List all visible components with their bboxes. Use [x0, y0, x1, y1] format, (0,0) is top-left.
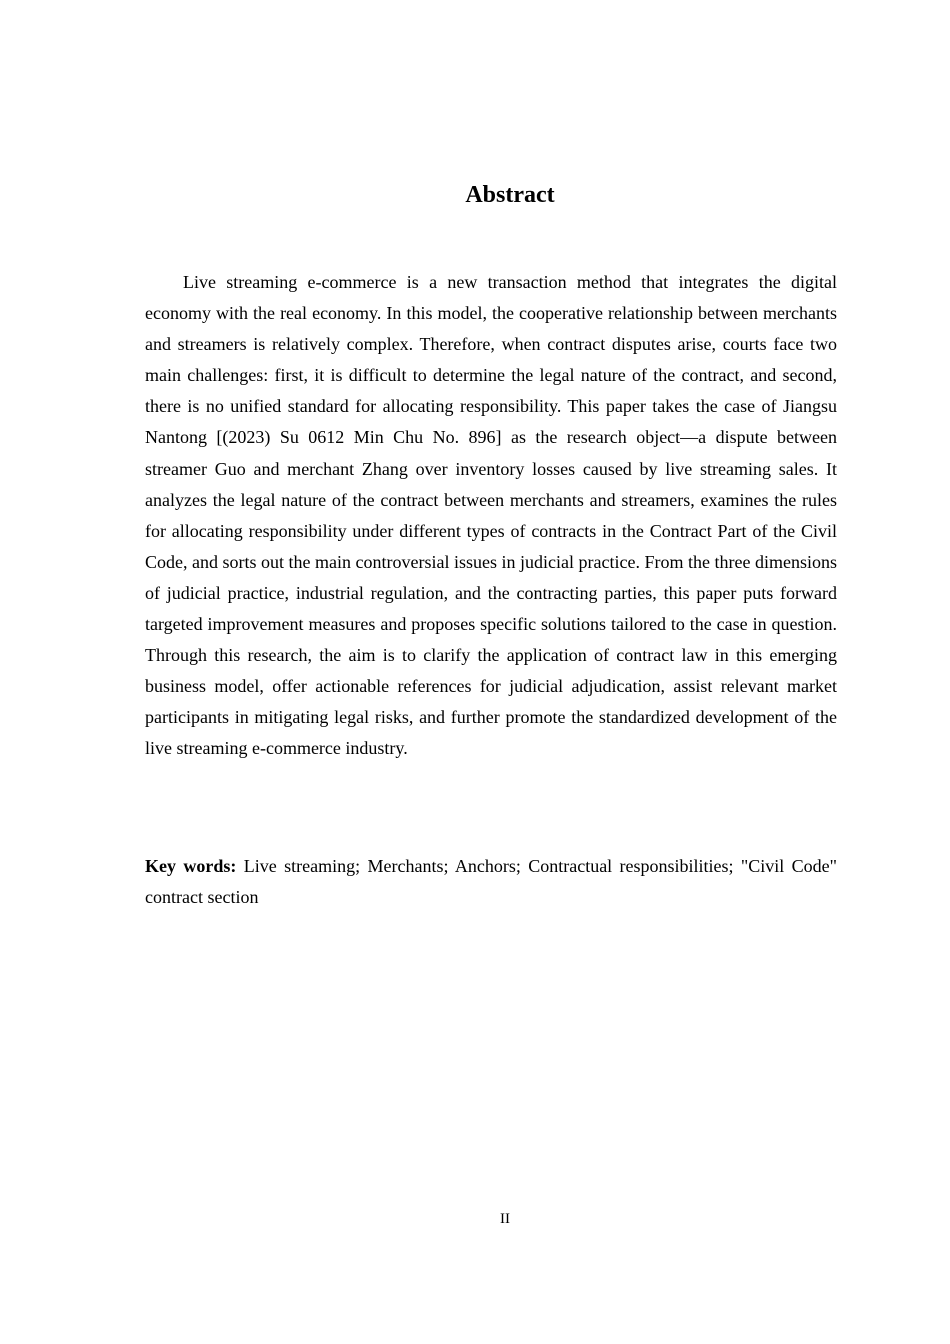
keywords-paragraph: [145, 851, 837, 913]
keywords-label: Key words:: [145, 856, 237, 876]
abstract-title: Abstract: [465, 182, 555, 208]
abstract-body: Live streaming e-commerce is a new transaction method that integrates the digital economy with the real economy. In this model, the cooperative relationship between merchants and streamers is relatively complex. Therefore, when contract disputes arise, courts face two main challenges: first, it is difficult to determine the legal nature of the contract, and second, there is no unified standard for allocating responsibility. This paper takes the case of Jiangsu Nantong [(2023) Su 0612 Min Chu No. 896] as the research object—a dispute between streamer Guo and merchant Zhang over inventory losses caused by live streaming sales. It analyzes the legal nature of the contract between merchants and streamers, examines the rules for allocating responsibility under different types of contracts in the Contract Part of the Civil Code, and sorts out the main controversial issues in judicial practice. From the three dimensions of judicial practice, industrial regulation, and the contracting parties, this paper puts forward targeted improvement measures and proposes specific solutions tailored to the case in question. Through this research, the aim is to clarify the application of contract law in this emerging business model, offer actionable references for judicial adjudication, assist relevant market participants in mitigating legal risks, and further promote the standardized development of the live streaming e-commerce industry.: [145, 272, 837, 759]
page-number: II: [500, 1211, 510, 1227]
keywords-text: Live streaming; Merchants; Anchors; Contractual responsibilities; "Civil Code" contract section: [145, 856, 838, 908]
